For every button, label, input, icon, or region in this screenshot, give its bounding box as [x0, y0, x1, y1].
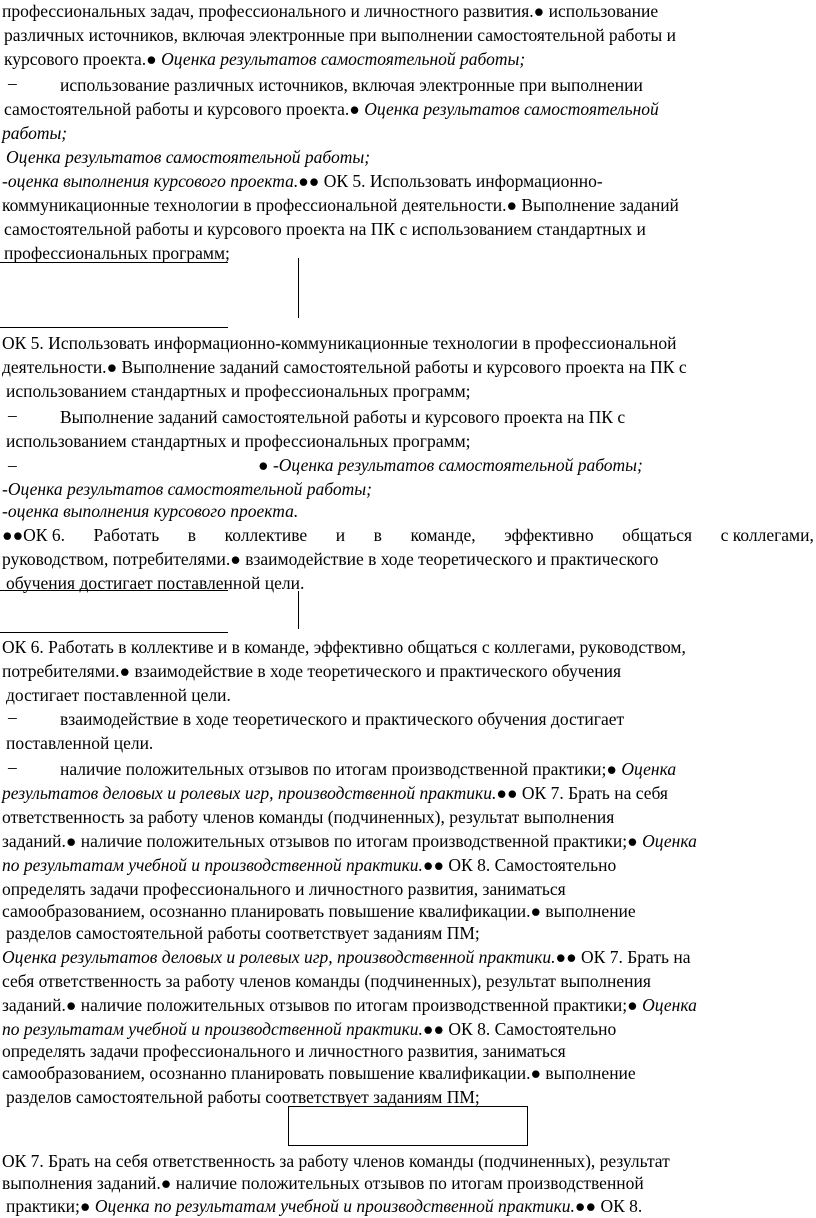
bullet-icon: ●	[530, 1063, 542, 1083]
bullet-icon: ●	[65, 831, 77, 851]
text-line-justified	[2, 524, 814, 546]
text-line: различных источников, включая электронные при выполнении самостоятельной работы и	[4, 25, 677, 45]
text-span: наличие положительных отзывов по итогам производственной практики;	[60, 759, 607, 779]
table-rule	[0, 632, 228, 633]
bullet-icon: ●	[146, 49, 157, 69]
text-line: поставленной цели.	[6, 733, 154, 753]
text-span: наличие положительных отзывов по итогам производственной практики;	[76, 995, 628, 1015]
text-span: использование	[544, 1, 659, 21]
text-line	[258, 454, 643, 476]
text-line: использованием стандартных и профессиональных программ;	[6, 381, 471, 401]
text-span: ОК 5. Использовать информационно-	[319, 171, 603, 191]
bullet-icon: ●	[496, 783, 507, 803]
dash-marker: –	[8, 757, 17, 777]
text-span: общаться	[622, 525, 693, 545]
table-rule	[0, 590, 228, 591]
dash-marker: –	[8, 455, 17, 475]
text-span: курсового проекта.	[4, 49, 147, 69]
bullet-icon: ●	[106, 357, 118, 377]
text-span: Оценка результатов деловых и ролевых игр, производственной практики.	[2, 947, 556, 967]
text-span: Оценка результатов самостоятельной работы;	[156, 49, 526, 69]
text-span: Выполнение заданий	[517, 195, 679, 215]
text-span	[2, 524, 65, 546]
text-line: -Оценка результатов самостоятельной работы;	[2, 479, 372, 499]
table-rule	[0, 262, 228, 263]
text-line: ОК 7. Брать на себя ответственность за работу членов команды (подчиненных), результат	[2, 1151, 670, 1171]
bullet-icon: ●	[2, 525, 13, 545]
text-span: руководством, потребителями.	[2, 549, 231, 569]
bullet-icon: ●	[298, 171, 309, 191]
text-line: разделов самостоятельной работы соответствует заданиям ПМ;	[6, 923, 480, 943]
text-span: ОК 7. Брать на себя	[517, 783, 668, 803]
text-line: использование различных источников, включая электронные при выполнении	[60, 75, 643, 95]
text-line: использованием стандартных и профессиональных программ;	[6, 431, 471, 451]
text-span: самообразованием, осознанно планировать повышение квалификации.	[2, 901, 531, 921]
text-line	[4, 48, 525, 70]
text-span: ОК 8.	[596, 1196, 643, 1216]
table-rule-vertical	[298, 591, 299, 629]
text-span: в	[373, 525, 382, 545]
text-line	[2, 994, 697, 1016]
bullet-icon: ●	[65, 995, 77, 1015]
text-span: взаимодействие в ходе теоретического и практического обучения	[130, 661, 622, 681]
text-span: выполнения заданий.	[2, 1173, 161, 1193]
text-line	[2, 946, 690, 968]
bullet-icon: ●	[627, 995, 638, 1015]
text-line	[2, 854, 616, 876]
text-span: Оценка результатов самостоятельной	[359, 99, 659, 119]
text-span: выполнение	[541, 1063, 636, 1083]
text-span: выполнение	[541, 901, 636, 921]
text-span: коллективе	[224, 525, 308, 545]
text-span: взаимодействие в ходе теоретического и практического	[240, 549, 659, 569]
text-line	[2, 194, 679, 216]
bullet-icon: ●	[160, 1173, 172, 1193]
text-span: Оценка	[637, 995, 697, 1015]
text-line: Выполнение заданий самостоятельной работы и курсового проекта на ПК с	[60, 407, 626, 427]
text-line	[2, 782, 668, 804]
text-line	[60, 758, 676, 780]
bullet-icon: ●	[585, 1196, 597, 1216]
text-line	[2, 1062, 636, 1084]
text-span: и	[335, 525, 346, 545]
text-span: практики;	[6, 1196, 80, 1216]
text-span: ОК 8. Самостоятельно	[444, 1019, 617, 1039]
text-span: Работать	[93, 525, 160, 545]
text-span: ОК 8. Самостоятельно	[444, 855, 617, 875]
text-line: самостоятельной работы и курсового проекта на ПК с использованием стандартных и	[4, 219, 646, 239]
text-span: заданий.	[2, 831, 66, 851]
text-span: Оценка	[637, 831, 697, 851]
text-span: по результатам учебной и производственной практики.	[2, 1019, 423, 1039]
text-span: результатов деловых и ролевых игр, производственной практики.	[2, 783, 497, 803]
text-span: Выполнение заданий самостоятельной работы и курсового проекта на ПК с	[117, 357, 687, 377]
bullet-icon: ●	[566, 947, 577, 967]
bullet-icon: ●	[533, 1, 545, 21]
dash-marker: –	[8, 707, 17, 727]
text-span: коммуникационные технологии в профессиональной деятельности.	[2, 195, 507, 215]
text-line	[6, 1195, 642, 1217]
text-span: в	[187, 525, 197, 545]
text-line	[4, 98, 659, 120]
bullet-icon: ●	[79, 1196, 91, 1216]
text-line	[2, 830, 697, 852]
text-line	[2, 1172, 644, 1194]
bullet-icon: ●	[349, 99, 360, 119]
text-line	[2, 170, 603, 192]
bullet-icon: ●	[433, 1019, 445, 1039]
text-line	[2, 660, 621, 682]
text-line	[2, 900, 636, 922]
text-line	[2, 1018, 616, 1040]
bullet-icon: ●	[555, 947, 567, 967]
text-span: по результатам учебной и производственной практики.	[2, 855, 423, 875]
text-line: работы;	[2, 123, 68, 143]
text-line: -оценка выполнения курсового проекта.	[2, 501, 299, 521]
table-rule-vertical	[298, 258, 299, 318]
text-line: достигает поставленной цели.	[6, 685, 231, 705]
text-line: ОК 6. Работать в коллективе и в команде, эффективно общаться с коллегами, руководством,	[2, 637, 686, 657]
table-rule	[0, 327, 228, 328]
text-line	[2, 356, 687, 378]
text-span: -оценка выполнения курсового проекта.	[2, 171, 299, 191]
dash-marker: –	[8, 405, 17, 425]
text-span: ОК 6.	[23, 525, 65, 545]
bullet-icon: ●	[606, 759, 617, 779]
bullet-icon: ●	[258, 455, 269, 475]
bullet-icon: ●	[530, 901, 542, 921]
text-span: самообразованием, осознанно планировать повышение квалификации.	[2, 1063, 531, 1083]
text-span: профессиональных задач, профессионального и личностного развития.	[2, 1, 534, 21]
text-line: обучения достигает поставленной цели.	[6, 573, 305, 593]
bullet-icon: ●	[433, 855, 445, 875]
bullet-icon: ●	[119, 661, 131, 681]
text-line: ОК 5. Использовать информационно-коммуникационные технологии в профессиональной	[2, 333, 677, 353]
empty-table-cell	[288, 1106, 528, 1146]
bullet-icon: ●	[12, 525, 24, 545]
text-span: -Оценка результатов самостоятельной работы;	[268, 455, 643, 475]
bullet-icon: ●	[506, 783, 518, 803]
text-line: себя ответственность за работу членов команды (подчиненных), результат выполнения	[2, 971, 651, 991]
bullet-icon: ●	[574, 1196, 586, 1216]
text-line: определять задачи профессионального и личностного развития, заниматься	[2, 1041, 566, 1061]
text-line	[2, 0, 658, 22]
text-span: наличие положительных отзывов по итогам производственной практики;	[76, 831, 628, 851]
dash-marker: –	[8, 73, 17, 93]
text-line: ответственность за работу членов команды (подчиненных), результат выполнения	[2, 807, 615, 827]
bullet-icon: ●	[506, 195, 518, 215]
bullet-icon: ●	[627, 831, 638, 851]
text-line: взаимодействие в ходе теоретического и практического обучения достигает	[60, 709, 625, 729]
text-span: потребителями.	[2, 661, 120, 681]
text-line: определять задачи профессионального и личностного развития, заниматься	[2, 879, 566, 899]
text-span: деятельности.	[2, 357, 107, 377]
bullet-icon: ●	[422, 1019, 434, 1039]
text-span: команде,	[410, 525, 476, 545]
text-line: Оценка результатов самостоятельной работы;	[6, 147, 371, 167]
text-span: эффективно	[504, 525, 594, 545]
bullet-icon: ●	[308, 171, 320, 191]
text-span: наличие положительных отзывов по итогам производственной	[171, 1173, 644, 1193]
text-line: профессиональных программ;	[4, 243, 230, 263]
text-span: заданий.	[2, 995, 66, 1015]
text-span: ОК 7. Брать на	[576, 947, 691, 967]
text-span: Оценка по результатам учебной и производственной практики.	[90, 1196, 575, 1216]
text-span: с коллегами,	[720, 525, 814, 545]
bullet-icon: ●	[230, 549, 241, 569]
text-span: Оценка	[616, 759, 677, 779]
bullet-icon: ●	[422, 855, 434, 875]
text-line	[2, 548, 658, 570]
text-line: разделов самостоятельной работы соответствует заданиям ПМ;	[6, 1087, 480, 1107]
text-span: самостоятельной работы и курсового проекта.	[4, 99, 350, 119]
